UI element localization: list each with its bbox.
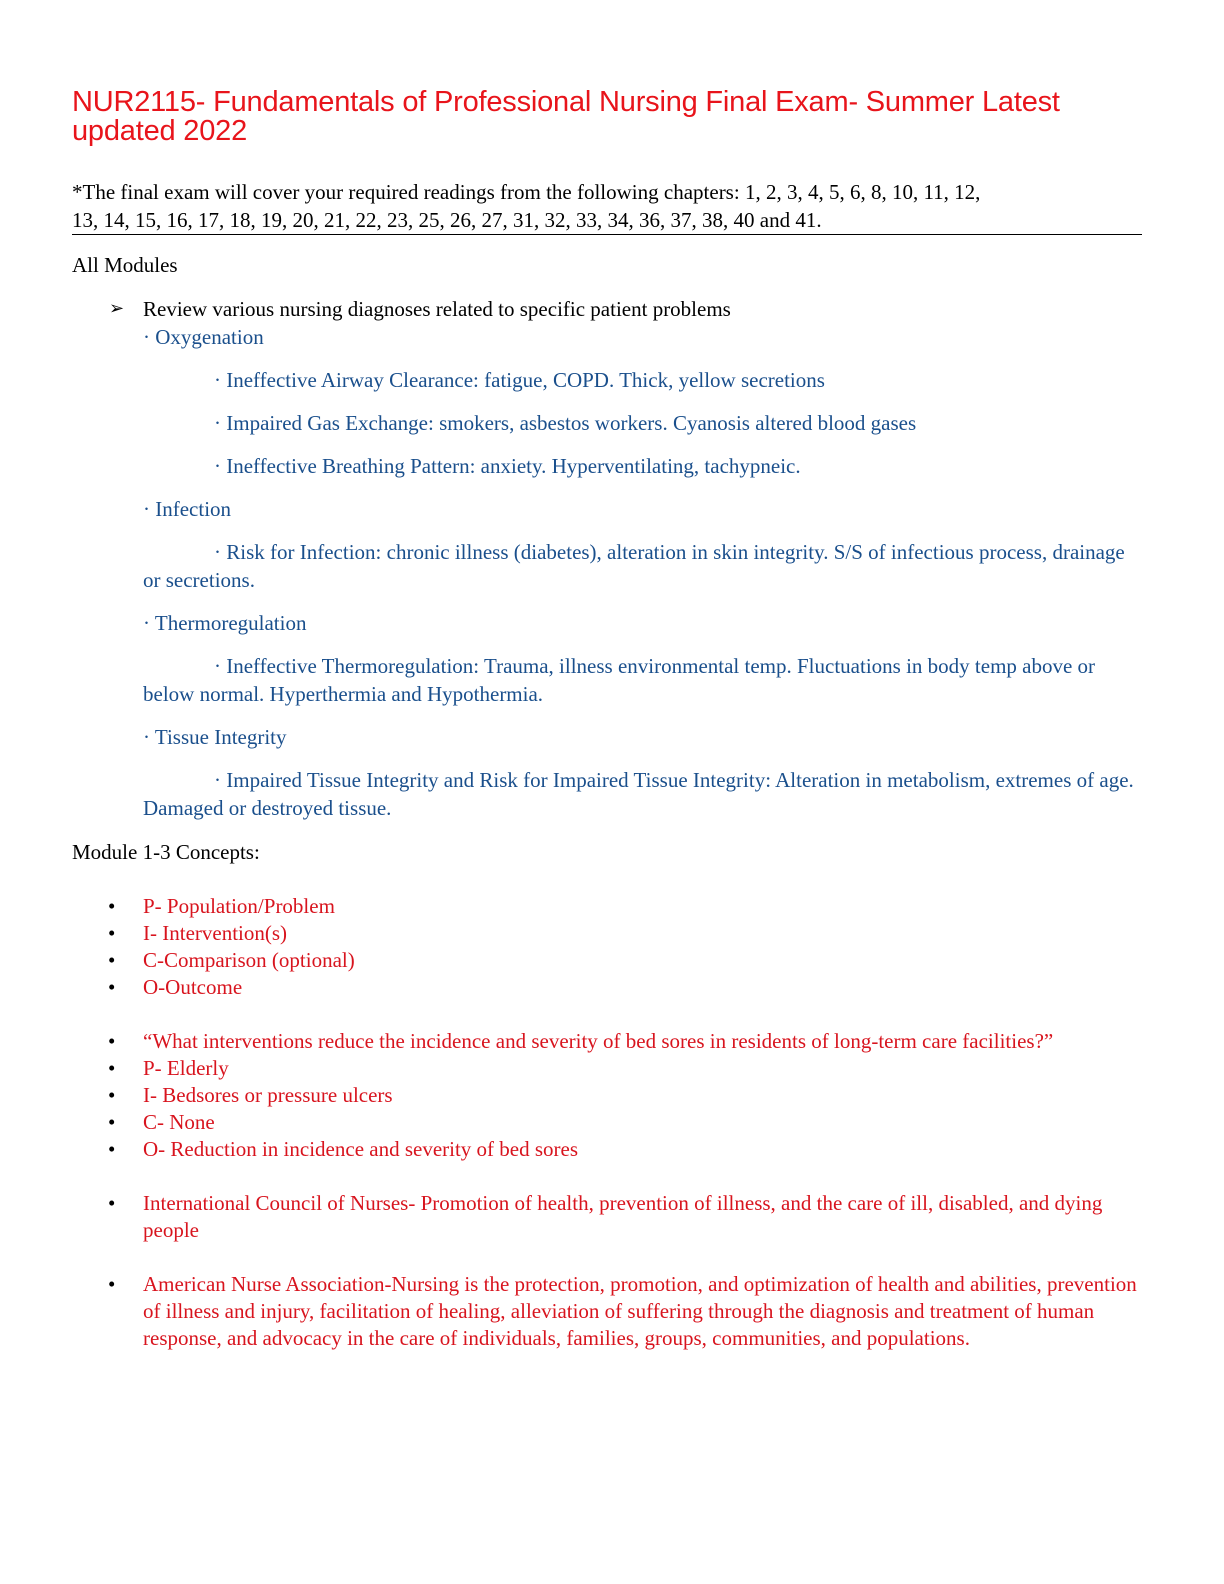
icn-list xyxy=(72,1190,1142,1244)
arrow-bullet-icon: ➢ xyxy=(109,298,125,319)
bullet-icon: • xyxy=(108,975,116,999)
review-item xyxy=(72,295,1142,323)
list-item: • O-Outcome xyxy=(108,975,243,999)
oxygenation-item: · Ineffective Breathing Pattern: anxiety. Hyperventilating, tachypneic. xyxy=(214,454,801,478)
bullet-icon: • xyxy=(108,1029,116,1053)
category-oxygenation: · Oxygenation xyxy=(143,325,264,349)
bullet-icon: • xyxy=(108,894,116,918)
bullet-icon: • xyxy=(108,1083,116,1107)
list-item: • American Nurse Association-Nursing is the protection, promotion, and optimization of health and abilities, prevention of illness and injury, facilitation of healing, alleviation of suffering through the diagnosis and treatment of human response, and advocacy in the care of individuals, families, groups, communities, and populations. xyxy=(108,1272,1137,1350)
oxygenation-item: · Impaired Gas Exchange: smokers, asbestos workers. Cyanosis altered blood gases xyxy=(214,411,917,435)
bullet-icon: • xyxy=(108,1137,116,1161)
bullet-icon: • xyxy=(108,1110,116,1134)
pico-list xyxy=(72,893,1142,1001)
thermoregulation-item: · Ineffective Thermoregulation: Trauma, illness environmental temp. Fluctuations in body temp above or below normal. Hyperthermia and Hypothermia. xyxy=(143,654,1096,706)
title-line-2: updated 2022 xyxy=(72,115,247,147)
list-item: • P- Population/Problem xyxy=(108,894,335,918)
oxygenation-item: · Ineffective Airway Clearance: fatigue, COPD. Thick, yellow secretions xyxy=(214,368,825,392)
bullet-icon: • xyxy=(108,921,116,945)
list-item: • P- Elderly xyxy=(108,1056,229,1080)
example-list xyxy=(72,1028,1142,1163)
document-page xyxy=(72,88,1142,1352)
list-item: • I- Intervention(s) xyxy=(108,921,288,945)
title-line-1: NUR2115- Fundamentals of Professional Nursing Final Exam- Summer Latest xyxy=(72,86,1060,118)
list-item: • C-Comparison (optional) xyxy=(108,948,355,972)
ana-list xyxy=(72,1271,1142,1352)
document-title xyxy=(72,88,1142,146)
module-concepts-heading: Module 1-3 Concepts: xyxy=(72,840,260,864)
list-item: • I- Bedsores or pressure ulcers xyxy=(108,1083,393,1107)
list-item: • International Council of Nurses- Promotion of health, prevention of illness, and the care of ill, disabled, and dying people xyxy=(108,1191,1103,1242)
bullet-icon: • xyxy=(108,1272,116,1296)
intro-paragraph xyxy=(72,178,1142,235)
tissue-integrity-item: · Impaired Tissue Integrity and Risk for Impaired Tissue Integrity: Alteration in metabolism, extremes of age. Damaged or destroyed tissue. xyxy=(143,768,1134,820)
bullet-icon: • xyxy=(108,1191,116,1215)
review-item-text: Review various nursing diagnoses related to specific patient problems xyxy=(143,297,731,321)
bullet-icon: • xyxy=(108,1056,116,1080)
list-item: • O- Reduction in incidence and severity of bed sores xyxy=(108,1137,579,1161)
infection-item: · Risk for Infection: chronic illness (diabetes), alteration in skin integrity. S/S of infectious process, drainage or secretions. xyxy=(143,540,1125,592)
bullet-icon: • xyxy=(108,948,116,972)
list-item: • C- None xyxy=(108,1110,215,1134)
category-tissue-integrity: · Tissue Integrity xyxy=(143,725,287,749)
all-modules-heading: All Modules xyxy=(72,253,178,277)
intro-line-1: *The final exam will cover your required readings from the following chapters: 1, 2, 3, 4, 5, 6, 8, 10, 11, 12, xyxy=(72,180,981,204)
category-thermoregulation: · Thermoregulation xyxy=(143,611,307,635)
category-infection: · Infection xyxy=(143,497,232,521)
list-item: • “What interventions reduce the incidence and severity of bed sores in residents of long-term care facilities?” xyxy=(108,1029,1054,1053)
intro-line-2: 13, 14, 15, 16, 17, 18, 19, 20, 21, 22, 23, 25, 26, 27, 31, 32, 33, 34, 36, 37, 38, 40 and 41. xyxy=(72,206,1142,235)
